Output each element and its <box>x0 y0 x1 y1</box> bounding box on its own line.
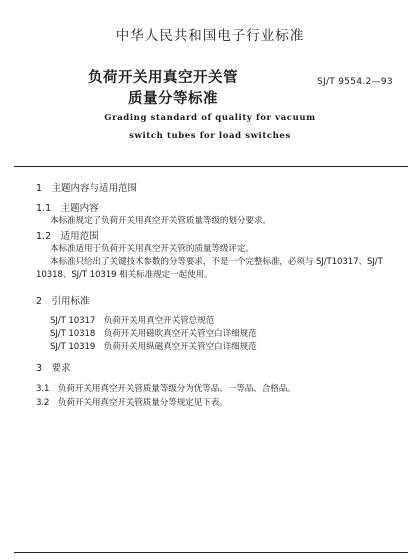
requirement-3-1: 3.1 负荷开关用真空开关管质量等级分为优等品、一等品、合格品。 <box>36 384 296 394</box>
section-1-2-text-3: 10318、SJ/T 10319 相关标准规定一起使用。 <box>36 270 213 280</box>
footer-divider <box>14 552 408 553</box>
reference-1: SJ/T 10317 负荷开关用真空开关管总规范 <box>50 316 215 326</box>
masthead: 中华人民共和国电子行业标准 <box>115 28 305 44</box>
reference-2: SJ/T 10318 负荷开关用磁吹真空开关管空白详细规范 <box>50 329 257 339</box>
header-divider <box>14 166 408 167</box>
section-3-heading: 3 要求 <box>36 363 71 374</box>
document-title-line2: 质量分等标准 <box>128 91 218 107</box>
section-1-heading: 1 主题内容与适用范围 <box>36 183 138 194</box>
section-1-2-text-1: 本标准适用于负荷开关用真空开关管的质量等级评定。 <box>50 244 254 254</box>
english-title-line1: Grading standard of quality for vacuum <box>104 113 316 123</box>
requirement-3-2: 3.2 负荷开关用真空开关管质量分等规定见下表。 <box>36 398 228 408</box>
section-1-1-text: 本标准规定了负荷开关用真空开关管质量等级的划分要求。 <box>50 216 271 226</box>
section-1-1-heading: 1.1 主题内容 <box>36 203 99 214</box>
english-title-line2: switch tubes for load switches <box>129 131 291 141</box>
section-1-2-heading: 1.2 适用范围 <box>36 231 99 242</box>
section-2-heading: 2 引用标准 <box>36 296 90 307</box>
section-1-2-text-2: 本标准只给出了关键技术参数的分等要求，不是一个完整标准，必须与 SJ/T10317、SJ/T <box>50 257 383 267</box>
standard-number: SJ/T 9554.2—93 <box>317 77 393 87</box>
document-title-line1: 负荷开关用真空开关管 <box>88 70 238 86</box>
reference-3: SJ/T 10319 负荷开关用纵磁真空开关管空白详细规范 <box>50 342 257 352</box>
